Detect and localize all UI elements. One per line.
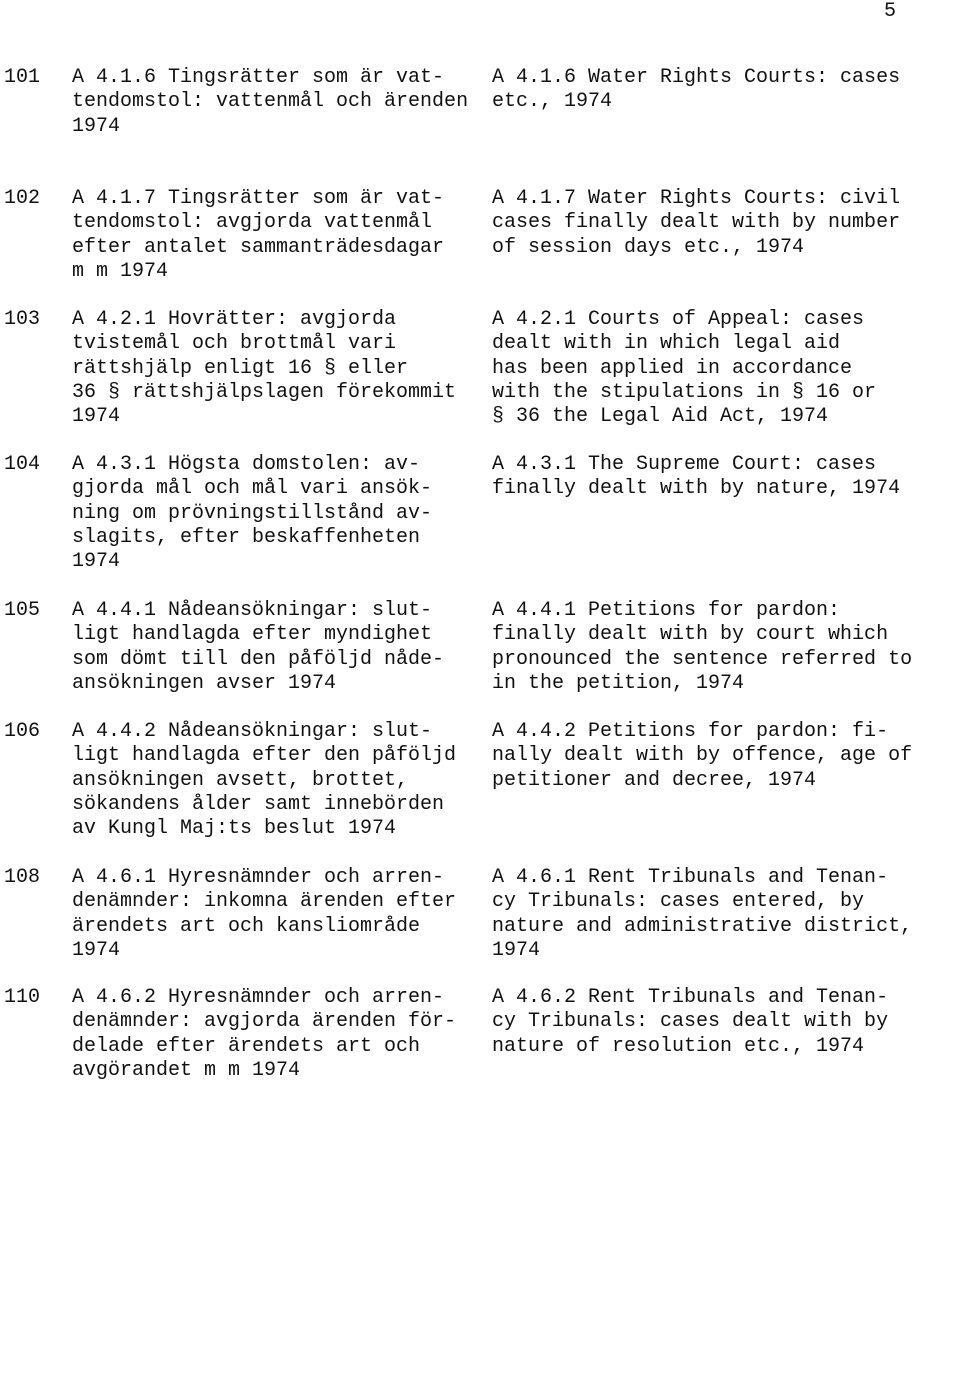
english-line: A 4.3.1 The Supreme Court: cases (492, 453, 877, 476)
swedish-line: tendomstol: vattenmål och ärenden (72, 90, 469, 114)
swedish-line: ligt handlagda efter myndighet (72, 623, 433, 647)
english-line: A 4.2.1 Courts of Appeal: cases (492, 308, 865, 331)
swedish-line: A 4.2.1 Hovrätter: avgjorda (72, 308, 397, 331)
swedish-line: 1974 (72, 405, 121, 429)
english-line: dealt with in which legal aid (492, 332, 841, 356)
entry-number: 108 (4, 866, 41, 889)
english-line: cy Tribunals: cases entered, by (492, 890, 865, 914)
swedish-line: 1974 (72, 114, 121, 138)
english-title (492, 66, 932, 115)
english-line: nally dealt with by offence, age of (492, 744, 913, 768)
entry (0, 453, 960, 599)
english-title (492, 308, 932, 429)
entry-number: 110 (4, 986, 41, 1009)
entry (0, 187, 960, 308)
english-line: cases finally dealt with by number (492, 211, 901, 235)
entry (0, 866, 960, 986)
english-line: A 4.6.1 Rent Tribunals and Tenan- (492, 866, 889, 889)
entry-number: 101 (4, 66, 41, 89)
english-line: A 4.1.6 Water Rights Courts: cases (492, 66, 901, 89)
swedish-line: A 4.1.6 Tingsrätter som är vat- (72, 66, 445, 89)
english-line: A 4.6.2 Rent Tribunals and Tenan- (492, 986, 889, 1009)
english-title (492, 866, 932, 963)
swedish-line: ärendets art och kansliområde (72, 914, 421, 938)
swedish-line: A 4.4.1 Nådeansökningar: slut- (72, 599, 433, 622)
page-number: 5 (884, 0, 897, 23)
swedish-line: gjorda mål och mål vari ansök- (72, 477, 433, 501)
swedish-line: 1974 (72, 550, 121, 574)
swedish-line: denämnder: avgjorda ärenden för- (72, 1010, 457, 1034)
english-line: with the stipulations in § 16 or (492, 380, 877, 404)
swedish-line: A 4.4.2 Nådeansökningar: slut- (72, 720, 433, 743)
swedish-line: avgörandet m m 1974 (72, 1058, 301, 1082)
swedish-line: som dömt till den påföljd nåde- (72, 647, 445, 671)
entry-number: 104 (4, 453, 41, 476)
swedish-title (72, 308, 482, 429)
swedish-line: efter antalet sammanträdesdagar (72, 235, 445, 259)
entry (0, 986, 960, 1086)
swedish-line: rättshjälp enligt 16 § eller (72, 356, 409, 380)
swedish-line: tvistemål och brottmål vari (72, 332, 397, 356)
english-line: cy Tribunals: cases dealt with by (492, 1010, 889, 1034)
swedish-title (72, 866, 482, 963)
swedish-line: A 4.3.1 Högsta domstolen: av- (72, 453, 421, 476)
english-line: has been applied in accordance (492, 356, 853, 380)
swedish-line: ansökningen avsett, brottet, (72, 768, 409, 792)
english-line: nature and administrative district, (492, 914, 913, 938)
swedish-line: 36 § rättshjälpslagen förekommit (72, 380, 457, 404)
english-line: 1974 (492, 938, 541, 962)
english-title (492, 986, 932, 1059)
entry (0, 66, 960, 187)
english-line: of session days etc., 1974 (492, 235, 805, 259)
english-line: finally dealt with by nature, 1974 (492, 477, 901, 501)
english-title (492, 599, 932, 696)
entry (0, 308, 960, 453)
entry (0, 720, 960, 866)
swedish-line: ansökningen avser 1974 (72, 671, 337, 695)
swedish-title (72, 453, 482, 574)
swedish-line: A 4.1.7 Tingsrätter som är vat- (72, 187, 445, 210)
entry-number: 106 (4, 720, 41, 743)
english-line: A 4.4.2 Petitions for pardon: fi- (492, 720, 889, 743)
entry-number: 103 (4, 308, 41, 331)
english-line: etc., 1974 (492, 90, 613, 114)
english-line: in the petition, 1974 (492, 671, 745, 695)
english-line: A 4.4.1 Petitions for pardon: (492, 599, 841, 622)
entry-list (0, 66, 960, 1086)
swedish-line: A 4.6.1 Hyresnämnder och arren- (72, 866, 445, 889)
swedish-title (72, 986, 482, 1083)
swedish-line: 1974 (72, 938, 121, 962)
swedish-line: sökandens ålder samt innebörden (72, 792, 445, 816)
entry-number: 105 (4, 599, 41, 622)
swedish-line: A 4.6.2 Hyresnämnder och arren- (72, 986, 445, 1009)
swedish-line: m m 1974 (72, 259, 169, 283)
english-line: finally dealt with by court which (492, 623, 889, 647)
swedish-title (72, 66, 482, 139)
english-title (492, 187, 932, 260)
english-line: A 4.1.7 Water Rights Courts: civil (492, 187, 901, 210)
entry-number: 102 (4, 187, 41, 210)
swedish-line: slagits, efter beskaffenheten (72, 525, 421, 549)
swedish-title (72, 599, 482, 696)
swedish-title (72, 187, 482, 284)
english-line: § 36 the Legal Aid Act, 1974 (492, 405, 829, 429)
english-line: pronounced the sentence referred to (492, 647, 913, 671)
english-line: petitioner and decree, 1974 (492, 768, 817, 792)
swedish-line: tendomstol: avgjorda vattenmål (72, 211, 433, 235)
swedish-line: ligt handlagda efter den påföljd (72, 744, 457, 768)
swedish-title (72, 720, 482, 841)
swedish-line: av Kungl Maj:ts beslut 1974 (72, 817, 397, 841)
english-line: nature of resolution etc., 1974 (492, 1034, 865, 1058)
swedish-line: delade efter ärendets art och (72, 1034, 421, 1058)
entry (0, 599, 960, 720)
swedish-line: denämnder: inkomna ärenden efter (72, 890, 457, 914)
english-title (492, 720, 932, 793)
english-title (492, 453, 932, 502)
swedish-line: ning om prövningstillstånd av- (72, 501, 433, 525)
